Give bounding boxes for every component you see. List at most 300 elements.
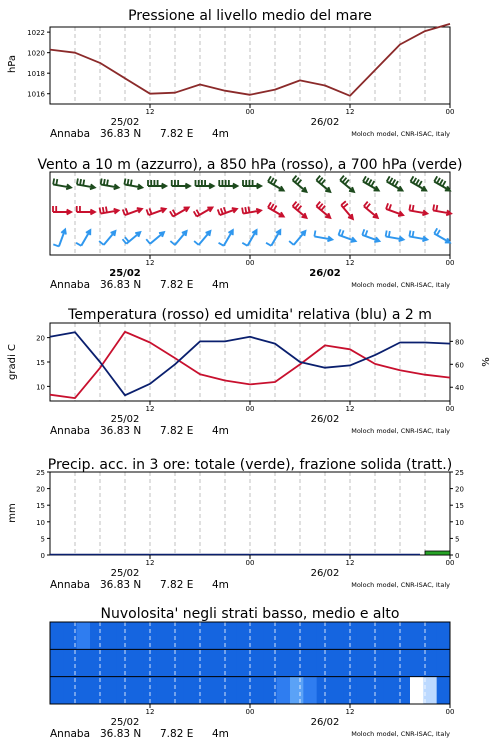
wind-barb-10m-feather xyxy=(434,228,437,233)
temp-time-tick-label: 00 xyxy=(445,405,455,413)
wind-barb-10m-feather xyxy=(365,230,367,236)
cloud-cell-medio xyxy=(303,649,317,676)
cloud-cell-alto xyxy=(197,622,211,649)
wind-location-name: Annaba xyxy=(50,279,91,291)
wind-barb-850-feather xyxy=(221,208,223,214)
wind-barb-700 xyxy=(77,179,95,190)
precip-location-lon: 7.82 E xyxy=(160,579,194,591)
cloud-cell-medio xyxy=(183,649,197,676)
wind-barb-700-shaft xyxy=(410,182,426,191)
wind-location-lon: 7.82 E xyxy=(160,279,194,291)
cloud-cell-basso xyxy=(437,677,451,704)
humidity-ytick-right-label: 80 xyxy=(455,338,464,347)
temp-ytick-label: 10 xyxy=(36,383,45,392)
precip-ylabel: mm xyxy=(7,503,18,523)
cloud-cell-alto xyxy=(130,622,144,649)
wind-barb-850 xyxy=(123,208,142,215)
wind-barb-700-feather xyxy=(101,179,102,185)
cloud-cell-basso xyxy=(290,677,304,704)
wind-barb-850 xyxy=(100,207,119,214)
wind-barb-850-feather xyxy=(409,205,410,211)
cloud-cell-medio xyxy=(237,649,251,676)
cloud-location-alt: 4m xyxy=(212,728,229,740)
precip-ytick-label: 15 xyxy=(36,502,45,511)
wind-barb-700 xyxy=(434,176,450,190)
cloud-cell-basso xyxy=(103,677,117,704)
wind-barb-850 xyxy=(218,207,237,215)
cloud-cell-basso xyxy=(277,677,291,704)
wind-barb-700-feather xyxy=(271,178,274,183)
wind-barb-700-feather xyxy=(104,179,105,185)
cloud-cell-alto xyxy=(183,622,197,649)
humidity-ylabel: % xyxy=(481,357,492,367)
wind-barb-700-feather xyxy=(128,179,129,185)
wind-barb-700-feather xyxy=(437,178,440,183)
wind-barb-850-feather xyxy=(123,209,125,215)
cloud-cell-alto xyxy=(277,622,291,649)
cloud-cell-medio xyxy=(383,649,397,676)
wind-time-tick-label: 00 xyxy=(445,259,455,267)
cloud-cell-alto xyxy=(250,622,264,649)
wind-barb-850-feather xyxy=(194,211,197,216)
cloud-cell-alto xyxy=(383,622,397,649)
cloud-location-lat: 36.83 N xyxy=(100,728,142,740)
wind-barb-850-feather xyxy=(366,204,370,209)
pressure-ylabel: hPa xyxy=(7,54,18,74)
wind-barb-700-feather xyxy=(107,180,108,186)
cloud-cell-alto xyxy=(330,622,344,649)
precip-date-label: 26/02 xyxy=(310,568,340,579)
cloud-cell-medio xyxy=(397,649,411,676)
wind-barb-850-feather xyxy=(248,207,249,213)
wind-barb-10m-feather xyxy=(437,230,440,235)
cloud-cell-alto xyxy=(170,622,184,649)
cloud-cell-alto xyxy=(370,622,384,649)
wind-barb-10m-feather xyxy=(76,243,81,246)
wind-barb-850-feather xyxy=(242,208,243,214)
wind-title: Vento a 10 m (azzurro), a 850 hPa (rosso), a 700 hPa (verde) xyxy=(37,157,463,173)
wind-barb-700 xyxy=(340,176,354,192)
precip-ytick-right-label: 10 xyxy=(455,518,464,527)
wind-barb-10m-shaft xyxy=(150,232,164,244)
cloud-cell-basso xyxy=(397,677,411,704)
cloud-date-label: 25/02 xyxy=(110,717,140,728)
cloud-cell-basso xyxy=(250,677,264,704)
cloud-date-label: 26/02 xyxy=(310,717,340,728)
wind-barb-850-feather xyxy=(146,209,148,215)
wind-barb-10m-feather xyxy=(146,239,150,244)
wind-barb-700-feather xyxy=(293,176,297,181)
cloud-time-tick-label: 00 xyxy=(245,708,255,716)
wind-barb-700-feather xyxy=(131,180,132,186)
temp-location-lat: 36.83 N xyxy=(100,425,142,437)
wind-barb-850-feather xyxy=(389,204,391,210)
wind-barb-10m-shaft xyxy=(104,231,116,245)
wind-barb-850-feather xyxy=(268,202,271,207)
precip-time-tick-label: 00 xyxy=(245,559,255,567)
wind-barb-700-feather xyxy=(416,180,419,185)
wind-barb-10m xyxy=(122,232,140,244)
temp-ytick-label: 15 xyxy=(36,359,45,367)
wind-barb-700-shaft xyxy=(434,182,450,191)
wind-barb-10m-shaft xyxy=(271,230,280,246)
wind-barb-10m xyxy=(314,231,332,242)
precip-panel xyxy=(7,457,464,591)
wind-barb-10m xyxy=(99,231,115,245)
wind-barb-700-feather xyxy=(443,181,446,186)
temp-date-label: 25/02 xyxy=(110,414,140,425)
wind-barb-700-feather xyxy=(340,176,344,181)
wind-barb-700-feather xyxy=(413,178,416,183)
cloud-cell-medio xyxy=(77,649,91,676)
wind-barb-700-feather xyxy=(56,179,57,185)
wind-barb-850 xyxy=(53,206,71,214)
pressure-ytick-label: 1022 xyxy=(27,29,45,38)
precip-ytick-right-label: 0 xyxy=(455,552,460,560)
wind-barb-10m-feather xyxy=(386,231,387,237)
pressure-date-label: 25/02 xyxy=(110,117,140,128)
cloud-cell-medio xyxy=(50,649,64,676)
wind-barb-850 xyxy=(364,202,378,218)
wind-barb-700-feather xyxy=(319,178,323,183)
cloud-cell-medio xyxy=(277,649,291,676)
wind-barb-850-feather xyxy=(218,209,220,215)
wind-barb-10m-feather xyxy=(125,237,129,242)
cloud-cell-medio xyxy=(210,649,224,676)
cloud-cell-medio xyxy=(250,649,264,676)
precip-ytick-label: 0 xyxy=(40,552,45,560)
wind-barb-850 xyxy=(77,206,95,214)
cloud-cell-medio xyxy=(170,649,184,676)
cloud-location-name: Annaba xyxy=(50,728,91,740)
cloud-cell-basso xyxy=(383,677,397,704)
wind-barb-10m-feather xyxy=(53,244,59,246)
wind-barb-700-feather xyxy=(395,181,398,186)
wind-barb-850-feather xyxy=(103,207,104,213)
temp-time-tick-label: 12 xyxy=(145,405,155,413)
wind-barb-700-feather xyxy=(389,178,392,183)
cloud-cell-alto xyxy=(410,622,424,649)
precip-ytick-label: 20 xyxy=(36,485,45,494)
wind-barb-700-feather xyxy=(387,176,390,181)
cloud-cell-basso xyxy=(330,677,344,704)
wind-barb-700-feather xyxy=(434,176,437,181)
cloud-cell-alto xyxy=(117,622,131,649)
cloud-cell-basso xyxy=(183,677,197,704)
wind-barb-700-feather xyxy=(124,179,125,185)
cloud-cell-basso xyxy=(197,677,211,704)
wind-credit: Moloch model, CNR-ISAC, Italy xyxy=(351,281,450,289)
precip-title: Precip. acc. in 3 ore: totale (verde), frazione solida (tratt.) xyxy=(47,457,453,473)
temp-ytick-label: 20 xyxy=(36,334,45,343)
precip-time-tick-label: 00 xyxy=(445,559,455,567)
cloud-cell-basso xyxy=(303,677,317,704)
precip-ytick-right-label: 20 xyxy=(455,485,464,494)
wind-barb-850 xyxy=(242,207,261,214)
wind-barb-700 xyxy=(410,176,426,190)
cloud-credit: Moloch model, CNR-ISAC, Italy xyxy=(351,730,450,738)
temp-date-label: 26/02 xyxy=(310,414,340,425)
wind-barb-700-feather xyxy=(368,180,371,185)
cloud-cell-medio xyxy=(157,649,171,676)
cloud-cell-medio xyxy=(370,649,384,676)
precip-ytick-label: 10 xyxy=(36,518,45,527)
wind-barb-700 xyxy=(363,176,379,190)
precip-ytick-right-label: 25 xyxy=(455,469,464,477)
cloud-cell-basso xyxy=(117,677,131,704)
temp-location-name: Annaba xyxy=(50,425,91,437)
cloud-cell-basso xyxy=(77,677,91,704)
wind-barb-700 xyxy=(101,179,119,190)
wind-barb-10m-shaft xyxy=(434,234,450,243)
wind-barb-850-feather xyxy=(149,208,151,214)
wind-barb-850 xyxy=(316,202,330,218)
precip-credit: Moloch model, CNR-ISAC, Italy xyxy=(351,581,450,589)
pressure-ytick-label: 1016 xyxy=(27,90,45,99)
wind-barb-700 xyxy=(196,180,214,188)
wind-barb-10m-feather xyxy=(413,231,414,237)
pressure-credit: Moloch model, CNR-ISAC, Italy xyxy=(351,130,450,138)
cloud-cell-alto xyxy=(157,622,171,649)
cloud-cell-alto xyxy=(103,622,117,649)
wind-barb-850-feather xyxy=(293,202,297,207)
wind-barb-850 xyxy=(433,205,451,216)
wind-barb-10m-shaft xyxy=(175,231,187,245)
wind-barb-850-feather xyxy=(126,208,128,214)
wind-barb-850 xyxy=(146,208,165,215)
precip-location-lat: 36.83 N xyxy=(100,579,142,591)
wind-barb-700 xyxy=(268,176,284,190)
cloud-title: Nuvolosita' negli strati basso, medio e alto xyxy=(100,606,400,622)
humidity-ytick-right-label: 40 xyxy=(455,384,464,393)
wind-barb-10m-shaft xyxy=(248,230,257,246)
wind-barb-700-feather xyxy=(363,176,366,181)
precip-bar xyxy=(425,551,450,555)
wind-barb-850-feather xyxy=(298,206,302,211)
wind-barb-10m xyxy=(266,230,280,246)
wind-barb-850 xyxy=(194,208,213,217)
cloud-cell-alto xyxy=(50,622,64,649)
wind-barb-850-feather xyxy=(295,204,299,209)
wind-barb-10m xyxy=(362,229,379,242)
wind-barb-700 xyxy=(124,179,142,190)
wind-barb-850-feather xyxy=(436,205,437,211)
wind-barb-700-feather xyxy=(343,178,347,183)
precip-ytick-right-label: 15 xyxy=(455,502,464,511)
cloud-location-lon: 7.82 E xyxy=(160,728,194,740)
cloud-time-tick-label: 00 xyxy=(445,708,455,716)
wind-barb-700-feather xyxy=(419,181,422,186)
precip-time-tick-label: 12 xyxy=(345,559,355,567)
wind-barb-700-feather xyxy=(345,180,349,185)
cloud-cell-basso xyxy=(357,677,371,704)
temp-ylabel: gradi C xyxy=(7,344,18,380)
cloud-cell-medio xyxy=(437,649,451,676)
precip-ytick-label: 25 xyxy=(36,469,45,477)
wind-barb-700-feather xyxy=(371,181,374,186)
wind-barb-850-feather xyxy=(364,202,368,207)
cloud-cell-basso xyxy=(90,677,104,704)
wind-barb-10m-feather xyxy=(242,243,247,246)
pressure-location-name: Annaba xyxy=(50,128,91,140)
precip-location-alt: 4m xyxy=(212,579,229,591)
wind-barb-700-feather xyxy=(77,179,78,185)
precip-date-label: 25/02 xyxy=(110,568,140,579)
wind-barb-700 xyxy=(172,180,190,188)
cloud-cell-basso xyxy=(317,677,331,704)
wind-barb-850 xyxy=(409,205,427,216)
wind-barb-700-feather xyxy=(440,180,443,185)
cloud-cell-alto xyxy=(303,622,317,649)
wind-barb-700-shaft xyxy=(268,182,284,191)
wind-barb-700-feather xyxy=(268,176,271,181)
wind-barb-10m xyxy=(53,230,66,247)
pressure-time-tick-label: 12 xyxy=(345,108,355,116)
wind-barb-10m xyxy=(339,229,356,242)
wind-barb-850-feather xyxy=(106,207,107,213)
cloud-cell-medio xyxy=(90,649,104,676)
wind-barb-850-feather xyxy=(245,207,246,213)
cloud-cell-medio xyxy=(103,649,117,676)
wind-barb-10m-feather xyxy=(362,229,364,235)
wind-barb-700-feather xyxy=(83,180,84,186)
precip-location-name: Annaba xyxy=(50,579,91,591)
wind-barb-10m xyxy=(434,228,450,242)
wind-barb-850-feather xyxy=(316,202,320,207)
cloud-cell-alto xyxy=(210,622,224,649)
cloud-cell-basso xyxy=(157,677,171,704)
wind-barb-10m xyxy=(409,231,427,242)
cloud-cell-alto xyxy=(357,622,371,649)
cloud-cell-medio xyxy=(197,649,211,676)
wind-barb-850-feather xyxy=(343,204,348,208)
wind-time-tick-label: 12 xyxy=(345,259,355,267)
cloud-time-tick-label: 12 xyxy=(345,708,355,716)
wind-barb-700 xyxy=(148,180,166,188)
cloud-cell-medio xyxy=(130,649,144,676)
precip-ytick-label: 5 xyxy=(40,535,45,544)
pressure-ytick-label: 1020 xyxy=(27,49,45,58)
cloud-cell-medio xyxy=(317,649,331,676)
cloud-cell-medio xyxy=(290,649,304,676)
wind-barb-10m xyxy=(242,230,256,246)
cloud-cell-medio xyxy=(410,649,424,676)
wind-barb-850 xyxy=(170,208,189,217)
cloud-cell-basso xyxy=(130,677,144,704)
pressure-location-alt: 4m xyxy=(212,128,229,140)
wind-barb-700 xyxy=(219,180,237,188)
wind-barb-10m-feather xyxy=(289,241,294,245)
cloud-time-tick-label: 12 xyxy=(145,708,155,716)
wind-barb-10m-feather xyxy=(219,243,224,246)
wind-barb-700-feather xyxy=(392,180,395,185)
wind-barb-850-feather xyxy=(386,203,388,209)
wind-time-tick-label: 00 xyxy=(245,259,255,267)
wind-barb-10m-feather xyxy=(409,231,410,237)
wind-barb-700 xyxy=(53,179,71,190)
wind-barb-850-feather xyxy=(170,211,173,216)
pressure-location-lon: 7.82 E xyxy=(160,128,194,140)
cloud-cell-basso xyxy=(410,677,424,704)
wind-date-label: 25/02 xyxy=(109,268,141,279)
wind-barb-700 xyxy=(316,176,330,192)
wind-barb-10m xyxy=(289,231,305,245)
wind-barb-10m xyxy=(219,230,233,246)
cloud-cell-basso xyxy=(170,677,184,704)
pressure-time-tick-label: 00 xyxy=(445,108,455,116)
humidity-line xyxy=(50,332,450,395)
temp-time-tick-label: 00 xyxy=(245,405,255,413)
wind-barb-850 xyxy=(341,201,353,219)
wind-date-label: 26/02 xyxy=(309,268,341,279)
wind-barb-10m-feather xyxy=(339,229,341,235)
wind-barb-700-shaft xyxy=(363,182,379,191)
wind-barb-10m xyxy=(76,230,90,246)
wind-barb-10m xyxy=(146,232,164,244)
wind-barb-850-feather xyxy=(413,205,414,211)
pressure-panel xyxy=(7,8,454,140)
cloud-cell-alto xyxy=(90,622,104,649)
cloud-cell-alto xyxy=(237,622,251,649)
wind-barb-850-feather xyxy=(100,208,101,214)
pressure-location-lat: 36.83 N xyxy=(100,128,142,140)
humidity-ytick-right-label: 60 xyxy=(455,361,464,370)
wind-barb-850 xyxy=(268,202,284,216)
wind-barb-10m-feather xyxy=(170,241,175,245)
temp-humidity-panel xyxy=(7,307,492,437)
wind-barb-10m-shaft xyxy=(81,230,90,246)
cloud-cell-basso xyxy=(210,677,224,704)
pressure-time-tick-label: 12 xyxy=(145,108,155,116)
temp-location-lon: 7.82 E xyxy=(160,425,194,437)
temp-credit: Moloch model, CNR-ISAC, Italy xyxy=(351,427,450,435)
wind-barb-10m-feather xyxy=(314,231,315,237)
wind-barb-850-feather xyxy=(341,201,346,205)
wind-barb-10m xyxy=(194,231,210,245)
wind-barb-700-feather xyxy=(295,178,299,183)
wind-location-lat: 36.83 N xyxy=(100,279,142,291)
wind-barb-10m xyxy=(386,231,404,242)
pressure-time-tick-label: 00 xyxy=(245,108,255,116)
wind-barb-850-shaft xyxy=(268,208,284,217)
wind-barb-700 xyxy=(243,180,261,188)
cloud-cell-medio xyxy=(330,649,344,676)
precip-time-tick-label: 12 xyxy=(145,559,155,567)
cloud-cell-basso xyxy=(370,677,384,704)
wind-barb-700-feather xyxy=(80,179,81,185)
cloud-cell-alto xyxy=(397,622,411,649)
wind-barb-10m-feather xyxy=(194,241,199,245)
cloud-panel xyxy=(50,606,454,740)
wind-barb-10m-feather xyxy=(342,230,344,236)
wind-barb-10m-feather xyxy=(122,239,126,244)
wind-barb-700-feather xyxy=(298,180,302,185)
wind-time-tick-label: 12 xyxy=(145,259,155,267)
cloud-cell-alto xyxy=(437,622,451,649)
temp-title: Temperatura (rosso) ed umidita' relativa (blu) a 2 m xyxy=(68,307,432,323)
cloud-cell-alto xyxy=(77,622,91,649)
pressure-date-label: 26/02 xyxy=(310,117,340,128)
pressure-ytick-label: 1018 xyxy=(27,70,45,79)
cloud-cell-medio xyxy=(357,649,371,676)
wind-location-alt: 4m xyxy=(212,279,229,291)
wind-barb-700 xyxy=(387,176,403,190)
wind-barb-10m xyxy=(170,231,186,245)
wind-barb-850-feather xyxy=(271,204,274,209)
cloud-cell-alto xyxy=(290,622,304,649)
wind-barb-700-feather xyxy=(366,178,369,183)
wind-barb-10m-feather xyxy=(389,231,390,237)
